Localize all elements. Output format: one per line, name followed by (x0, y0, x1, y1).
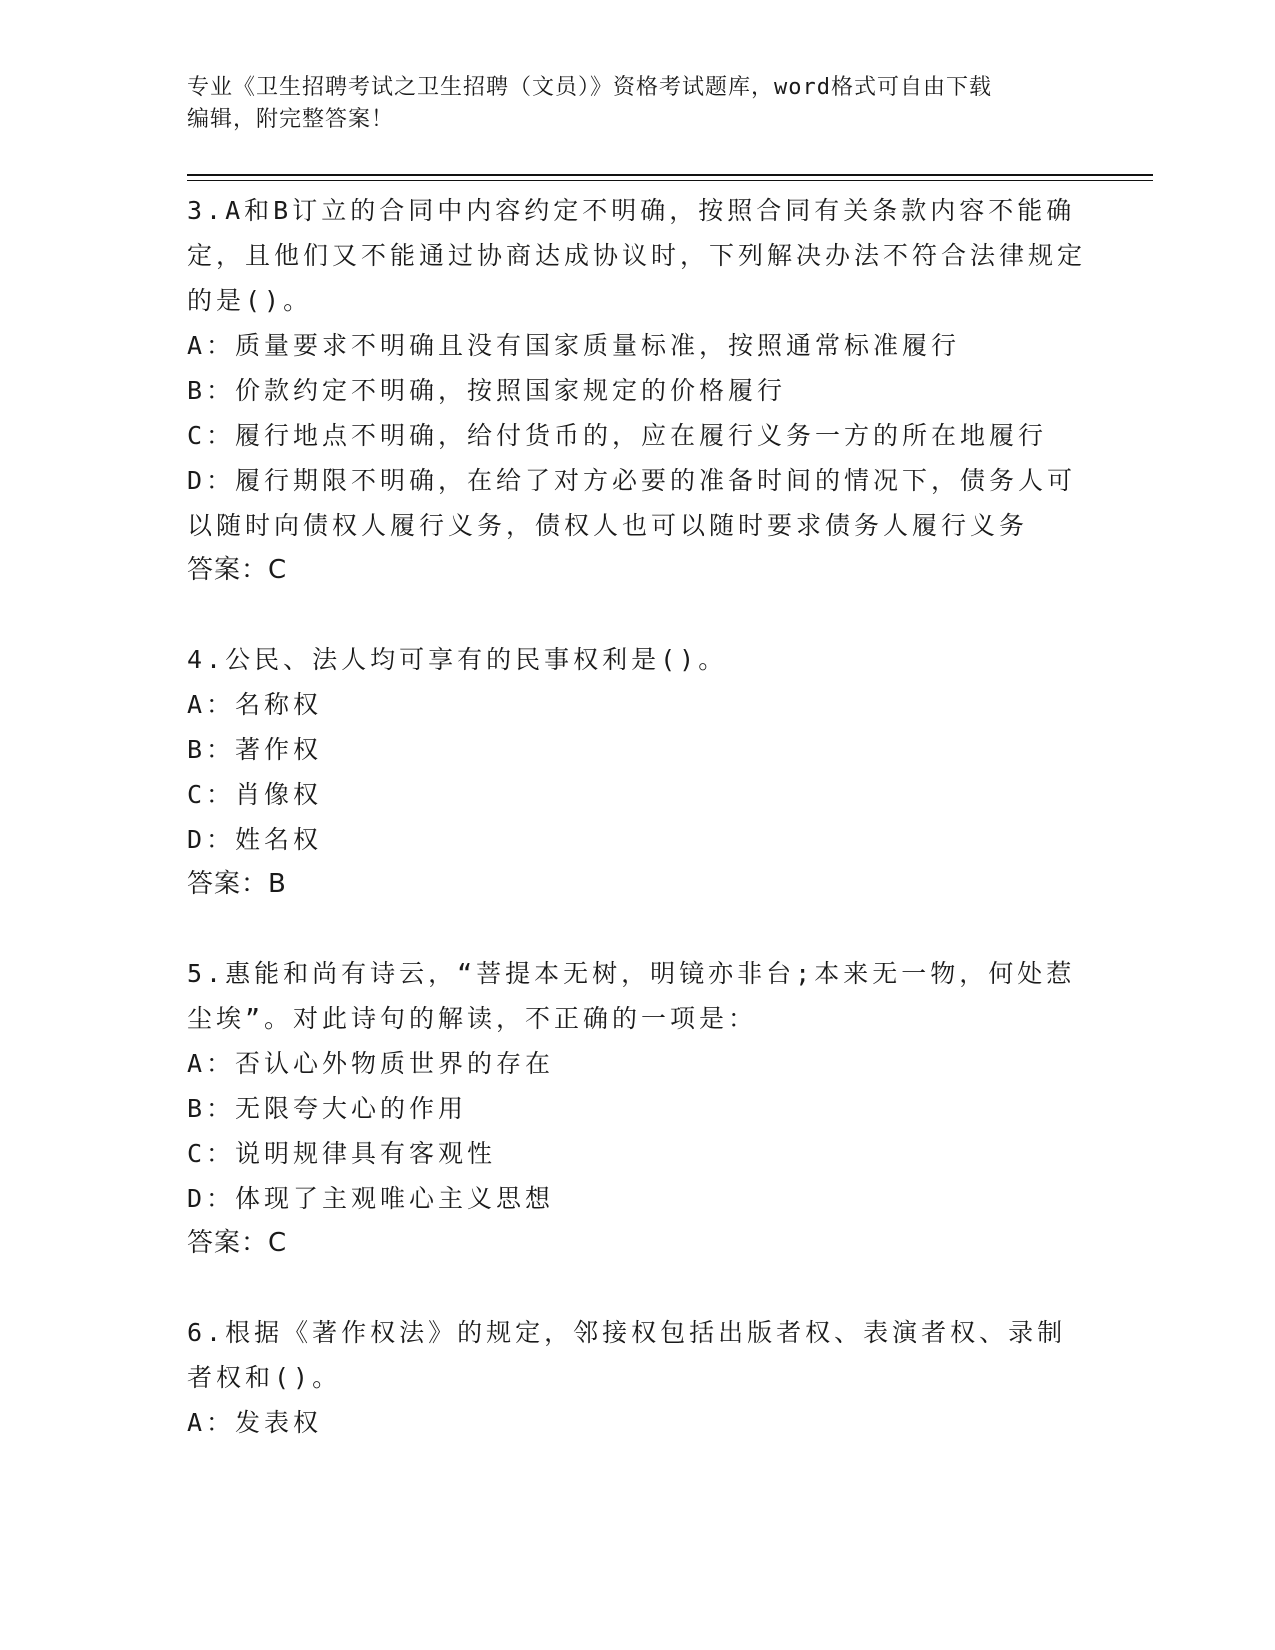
header-divider-thick (187, 174, 1153, 176)
option-d: D：体现了主观唯心主义思想 (187, 1184, 555, 1213)
option-c: C：肖像权 (187, 780, 323, 809)
option-a: A：质量要求不明确且没有国家质量标准，按照通常标准履行 (187, 331, 961, 360)
question-spacer (187, 907, 1087, 951)
option-b: B：价款约定不明确，按照国家规定的价格履行 (187, 376, 787, 405)
option-b: B：无限夸大心的作用 (187, 1094, 468, 1123)
question-4 (187, 637, 1087, 907)
question-stem: 4.公民、法人均可享有的民事权利是()。 (187, 645, 728, 674)
option-c: C：说明规律具有客观性 (187, 1139, 497, 1168)
question-stem: 6.根据《著作权法》的规定，邻接权包括出版者权、表演者权、录制者权和()。 (187, 1318, 1067, 1392)
answer-label: 答案：C (187, 555, 288, 585)
question-stem: 5.惠能和尚有诗云，“菩提本无树，明镜亦非台;本来无一物，何处惹尘埃”。对此诗句的解读，不正确的一项是： (187, 959, 1076, 1033)
question-3 (187, 188, 1087, 593)
option-a: A：发表权 (187, 1408, 323, 1437)
header-divider-thin (187, 180, 1153, 181)
question-spacer (187, 1266, 1087, 1310)
answer-label: 答案：C (187, 1228, 288, 1258)
option-d: D：姓名权 (187, 825, 323, 854)
question-5 (187, 951, 1087, 1266)
header-line-1: 专业《卫生招聘考试之卫生招聘（文员）》资格考试题库，word格式可自由下载 (187, 75, 992, 100)
option-a: A：否认心外物质世界的存在 (187, 1049, 555, 1078)
header-line-2: 编辑，附完整答案！ (187, 107, 395, 132)
question-6 (187, 1310, 1087, 1445)
answer-label: 答案：B (187, 869, 287, 899)
option-d: D：履行期限不明确，在给了对方必要的准备时间的情况下，债务人可以随时向债权人履行义务，债权人也可以随时要求债务人履行义务 (187, 466, 1077, 540)
question-list (187, 188, 1087, 1445)
option-b: B：著作权 (187, 735, 323, 764)
option-a: A：名称权 (187, 690, 323, 719)
document-header (187, 72, 1087, 136)
question-stem: 3.A和B订立的合同中内容约定不明确，按照合同有关条款内容不能确定，且他们又不能通过协商达成协议时，下列解决办法不符合法律规定的是()。 (187, 196, 1087, 315)
option-c: C：履行地点不明确，给付货币的，应在履行义务一方的所在地履行 (187, 421, 1048, 450)
question-spacer (187, 593, 1087, 637)
